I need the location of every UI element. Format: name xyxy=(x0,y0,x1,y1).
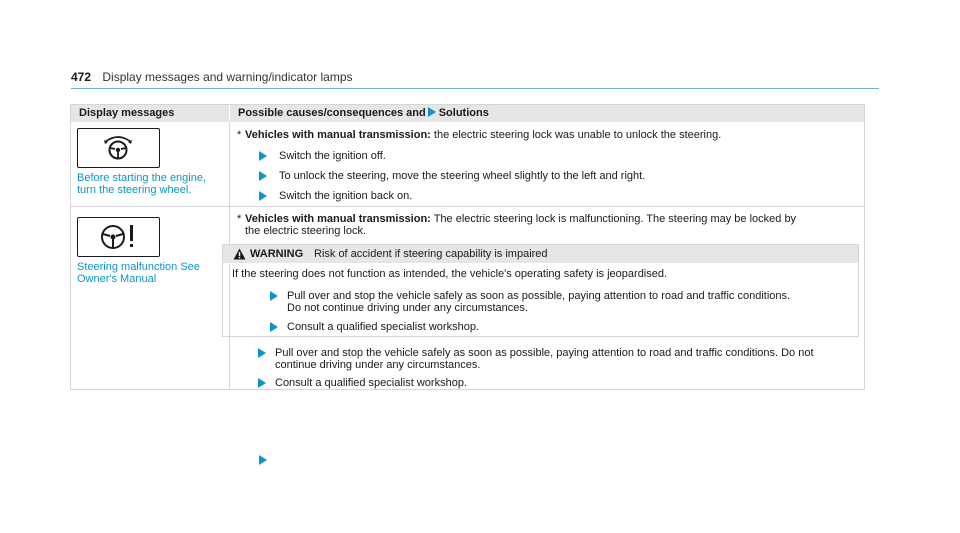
row-2-caption-line-2: Owner's Manual xyxy=(77,273,157,285)
step-arrow-icon xyxy=(270,291,278,301)
condition-label: Vehicles with manual transmission: xyxy=(245,129,431,141)
warning-step-2: Consult a qualified specialist workshop. xyxy=(287,321,479,333)
row-2-caption-line-1: Steering malfunction See xyxy=(77,261,200,273)
warning-header xyxy=(223,245,858,263)
row-2-step-1-line-2: continue driving under any circumstances. xyxy=(275,359,481,371)
warning-title: Risk of accident if steering capability is impaired xyxy=(314,248,548,260)
page-number: 472 xyxy=(71,70,92,84)
condition-label: Vehicles with manual transmission: xyxy=(245,213,431,225)
cause-text: The electric steering lock is malfunctioning. The steering may be locked by xyxy=(430,213,797,225)
row-2-step-1-line-1: Pull over and stop the vehicle safely as soon as possible, paying attention to road and traffic conditions. Do not xyxy=(275,347,814,359)
col-header-display-messages: Display messages xyxy=(79,107,175,119)
asterisk-marker: * xyxy=(237,129,242,141)
step-arrow-icon xyxy=(258,378,266,388)
col-header-causes-solutions xyxy=(238,105,489,122)
step-arrow-icon xyxy=(259,151,267,161)
steering-malfunction-icon xyxy=(77,217,160,257)
warning-step-1-line-1: Pull over and stop the vehicle safely as soon as possible, paying attention to road and traffic conditions. xyxy=(287,290,791,302)
asterisk-marker: * xyxy=(237,213,242,225)
solutions-arrow-icon xyxy=(428,107,436,117)
col-header-text: Possible causes/consequences and xyxy=(238,107,426,119)
step-arrow-icon xyxy=(259,171,267,181)
table-header xyxy=(71,105,864,122)
warning-box xyxy=(222,244,859,337)
row-1-caption-line-2: turn the steering wheel. xyxy=(77,184,192,196)
header-divider xyxy=(229,105,230,122)
step-arrow-icon xyxy=(259,455,267,465)
row-1-caption-line-1: Before starting the engine, xyxy=(77,172,207,184)
warning-body: If the steering does not function as intended, the vehicle's operating safety is jeopardised. xyxy=(232,268,668,280)
row-2-display-message xyxy=(77,212,225,382)
row-2-cause-line-1 xyxy=(245,213,796,225)
warning-label: WARNING xyxy=(250,248,304,260)
row-1-step-1: Switch the ignition off. xyxy=(279,150,386,162)
page-header xyxy=(71,70,879,89)
row-1-step-3: Switch the ignition back on. xyxy=(279,190,413,202)
row-1-step-2: To unlock the steering, move the steering wheel slightly to the left and right. xyxy=(279,170,646,182)
warning-triangle-icon xyxy=(233,248,246,260)
step-arrow-icon xyxy=(270,322,278,332)
cause-text: the electric steering lock was unable to unlock the steering. xyxy=(430,129,722,141)
row-1-cause xyxy=(245,129,721,141)
row-2-cause-line-2: the electric steering lock. xyxy=(245,225,367,237)
row-1-display-message xyxy=(77,126,225,204)
row-divider xyxy=(71,206,864,207)
page-title: Display messages and warning/indicator lamps xyxy=(102,70,353,84)
step-arrow-icon xyxy=(259,191,267,201)
warning-step-1-line-2: Do not continue driving under any circumstances. xyxy=(287,302,528,314)
row-1-causes-solutions xyxy=(237,127,857,205)
steering-lock-turn-icon xyxy=(77,128,160,168)
col-header-solutions: Solutions xyxy=(438,107,489,119)
step-arrow-icon xyxy=(258,348,266,358)
row-2-step-2: Consult a qualified specialist workshop. xyxy=(275,377,467,389)
